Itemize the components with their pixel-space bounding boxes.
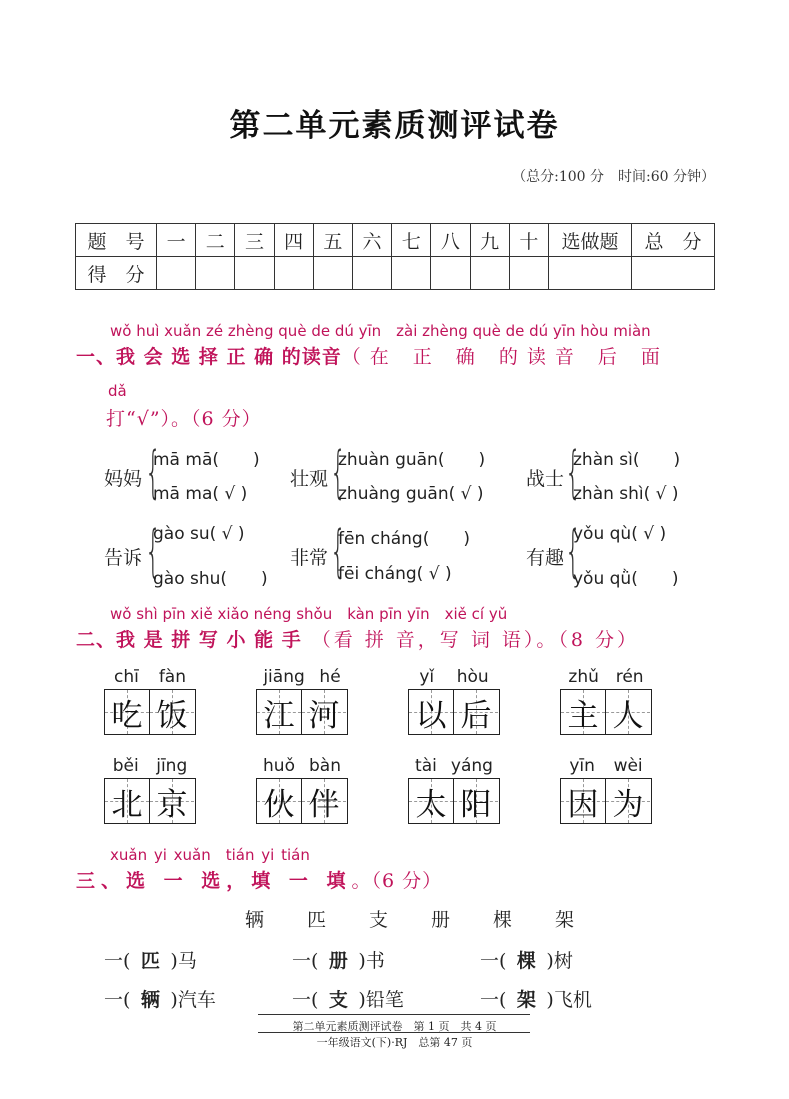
word-writing-group <box>560 756 652 824</box>
hanzi: 吃 <box>111 697 143 734</box>
syllable: jīng <box>156 756 188 776</box>
syllable: yáng <box>450 756 493 776</box>
tianzige-cell[interactable] <box>605 690 650 734</box>
score-input-cell[interactable] <box>157 257 196 290</box>
score-input-cell[interactable] <box>470 257 509 290</box>
fill-answer[interactable]: 辆 <box>140 989 160 1011</box>
word-pinyin <box>104 667 196 687</box>
fill-item <box>292 946 385 973</box>
option-1[interactable]: mā mā( ) <box>153 450 260 470</box>
fill-prefix: 一( <box>292 950 319 972</box>
fill-suffix: )书 <box>358 950 385 972</box>
tianzige-cell[interactable] <box>409 690 453 734</box>
syllable: zhǔ <box>568 667 599 687</box>
tianzige-box[interactable] <box>408 689 500 735</box>
brace-icon: { <box>330 519 347 584</box>
exam-meta: （总分:100 分 时间:60 分钟） <box>512 169 715 185</box>
tianzige-cell[interactable] <box>149 690 194 734</box>
fill-answer[interactable]: 支 <box>328 989 348 1011</box>
word-bank-item: 棵 <box>493 909 513 931</box>
hanzi: 北 <box>111 786 143 823</box>
footer-line-1: 第二单元素质测评试卷 第 1 页 共 4 页 <box>292 1020 497 1033</box>
table-cell: 八 <box>431 224 470 257</box>
brace-icon: { <box>330 440 347 505</box>
tianzige-cell[interactable] <box>301 690 346 734</box>
option-1[interactable]: yǒu qù( √ ) <box>573 524 667 544</box>
table-cell: 九 <box>470 224 509 257</box>
fill-item <box>480 946 573 973</box>
section3-heading-main: 三、选 一 选，填 一 填 <box>76 870 352 892</box>
hanzi: 阳 <box>460 786 492 823</box>
table-cell: 七 <box>392 224 431 257</box>
section1-pinyin: wǒ huì xuǎn zé zhèng què de dú yīn zài zhèng què de dú yīn hòu miàn <box>110 322 651 340</box>
table-cell: 三 <box>235 224 274 257</box>
section1-heading-cont: 打“√”）。（6 分） <box>106 408 262 430</box>
word-pinyin <box>256 667 348 687</box>
option-2[interactable]: gào shu( ) <box>153 569 268 589</box>
score-input-cell[interactable] <box>313 257 352 290</box>
word-label: 告诉 <box>104 547 143 569</box>
hanzi: 人 <box>612 697 644 734</box>
tianzige-box[interactable] <box>104 689 196 735</box>
option-2[interactable]: mā ma( √ ) <box>153 484 248 504</box>
word-bank-item: 册 <box>431 909 451 931</box>
word-label: 有趣 <box>526 547 565 569</box>
word-pinyin <box>104 756 196 776</box>
syllable: běi <box>112 756 139 776</box>
syllable: jiāng <box>263 667 305 687</box>
syllable: tài <box>415 756 437 776</box>
score-input-cell[interactable] <box>235 257 274 290</box>
footer-line-2: 一年级语文(下)·RJ 总第 47 页 <box>316 1036 473 1049</box>
footer-divider <box>258 1014 530 1015</box>
word-writing-group <box>256 667 348 735</box>
tianzige-box[interactable] <box>256 778 348 824</box>
option-2[interactable]: fēi cháng( √ ) <box>338 564 452 584</box>
section2-heading-main: 二、我 是 拼 写 小 能 手 <box>76 629 302 651</box>
word-pinyin <box>560 667 652 687</box>
fill-prefix: 一( <box>104 950 131 972</box>
option-2[interactable]: zhuàng guān( √ ) <box>338 484 484 504</box>
word-bank-item: 支 <box>369 909 389 931</box>
fill-answer[interactable]: 棵 <box>516 950 536 972</box>
tianzige-box[interactable] <box>408 778 500 824</box>
brace-icon: { <box>145 519 162 584</box>
fill-suffix: )飞机 <box>546 989 592 1011</box>
hanzi: 因 <box>567 786 599 823</box>
score-table-header-row <box>76 224 715 257</box>
syllable: rén <box>615 667 644 687</box>
section3-heading-score: 。（6 分） <box>351 870 443 892</box>
score-input-cell[interactable] <box>392 257 431 290</box>
section1-pinyin-2: dǎ <box>108 382 127 400</box>
hanzi: 太 <box>415 786 447 823</box>
fill-prefix: 一( <box>104 989 131 1011</box>
tianzige-box[interactable] <box>560 689 652 735</box>
word-pinyin <box>256 756 348 776</box>
syllable: wèi <box>613 756 643 776</box>
brace-icon: { <box>565 440 582 505</box>
word-writing-group <box>256 756 348 824</box>
section3-pinyin: xuǎn yi xuǎn tián yi tián <box>110 846 310 864</box>
option-2[interactable]: zhàn shì( √ ) <box>573 484 679 504</box>
score-table-score-row <box>76 257 715 290</box>
table-cell: 总 分 <box>632 224 715 257</box>
table-cell: 十 <box>509 224 548 257</box>
tianzige-cell[interactable] <box>257 779 301 823</box>
tianzige-cell[interactable] <box>453 690 498 734</box>
hanzi: 伴 <box>308 786 340 823</box>
word-label: 妈妈 <box>104 468 143 490</box>
hanzi: 江 <box>263 697 295 734</box>
section1-heading-main: 一、我 会 选 择 正 确 的读音 <box>76 346 342 368</box>
fill-prefix: 一( <box>480 950 507 972</box>
section2-heading <box>76 625 639 652</box>
table-cell: 二 <box>196 224 235 257</box>
tianzige-cell[interactable] <box>105 779 149 823</box>
hanzi: 饭 <box>156 697 188 734</box>
fill-prefix: 一( <box>480 989 507 1011</box>
tianzige-box[interactable] <box>560 778 652 824</box>
word-bank-item: 辆 <box>245 909 265 931</box>
table-cell: 五 <box>313 224 352 257</box>
tianzige-cell[interactable] <box>409 779 453 823</box>
fill-prefix: 一( <box>292 989 319 1011</box>
hanzi: 以 <box>415 697 447 734</box>
score-input-cell[interactable] <box>274 257 313 290</box>
syllable: huǒ <box>263 756 295 776</box>
word-bank-item: 架 <box>555 909 575 931</box>
fill-suffix: )马 <box>170 950 197 972</box>
table-cell: 一 <box>157 224 196 257</box>
syllable: yǐ <box>419 667 435 687</box>
word-pinyin <box>560 756 652 776</box>
tianzige-box[interactable] <box>104 778 196 824</box>
score-input-cell[interactable] <box>509 257 548 290</box>
syllable: chī <box>113 667 139 687</box>
word-bank-item: 匹 <box>307 909 327 931</box>
fill-suffix: )树 <box>546 950 573 972</box>
syllable: bàn <box>309 756 341 776</box>
score-input-cell[interactable] <box>196 257 235 290</box>
tianzige-cell[interactable] <box>561 779 605 823</box>
page-title: 第二单元素质测评试卷 <box>229 108 560 144</box>
syllable: yīn <box>569 756 595 776</box>
score-input-cell[interactable] <box>352 257 391 290</box>
section2-pinyin: wǒ shì pīn xiě xiǎo néng shǒu kàn pīn yīn xiě cí yǔ <box>110 605 508 623</box>
option-1[interactable]: zhàn sì( ) <box>573 450 681 470</box>
hanzi: 后 <box>460 697 492 734</box>
option-2[interactable]: yǒu qǜ( ) <box>573 569 679 589</box>
fill-answer[interactable]: 架 <box>516 989 536 1011</box>
fill-item <box>292 985 404 1012</box>
hanzi: 京 <box>156 786 188 823</box>
option-1[interactable]: gào su( √ ) <box>153 524 245 544</box>
score-input-cell[interactable] <box>549 257 632 290</box>
tianzige-cell[interactable] <box>257 690 301 734</box>
word-writing-group <box>104 756 196 824</box>
option-1[interactable]: zhuàn guān( ) <box>338 450 486 470</box>
table-cell: 四 <box>274 224 313 257</box>
footer-divider <box>258 1032 530 1033</box>
tianzige-cell[interactable] <box>149 779 194 823</box>
brace-icon: { <box>565 519 582 584</box>
word-writing-group <box>560 667 652 735</box>
tianzige-cell[interactable] <box>561 690 605 734</box>
score-input-cell[interactable] <box>431 257 470 290</box>
tianzige-cell[interactable] <box>301 779 346 823</box>
hanzi: 伙 <box>263 786 295 823</box>
word-bank <box>245 905 617 932</box>
section1-heading <box>76 342 669 369</box>
word-writing-group <box>408 756 500 824</box>
option-1[interactable]: fēn cháng( ) <box>338 529 470 549</box>
tianzige-cell[interactable] <box>453 779 498 823</box>
word-pinyin <box>408 756 500 776</box>
tianzige-cell[interactable] <box>605 779 650 823</box>
tianzige-box[interactable] <box>256 689 348 735</box>
fill-item <box>104 946 197 973</box>
fill-suffix: )铅笔 <box>358 989 404 1011</box>
fill-suffix: )汽车 <box>170 989 216 1011</box>
table-cell: 得 分 <box>76 257 157 290</box>
hanzi: 为 <box>612 786 644 823</box>
hanzi: 主 <box>567 697 599 734</box>
syllable: hòu <box>456 667 489 687</box>
score-table <box>75 223 715 290</box>
table-cell: 六 <box>352 224 391 257</box>
table-cell: 选做题 <box>549 224 632 257</box>
section1-heading-instruction: （在 正 确 的读音 后 面 <box>341 346 669 368</box>
table-cell: 题 号 <box>76 224 157 257</box>
tianzige-cell[interactable] <box>105 690 149 734</box>
hanzi: 河 <box>308 697 340 734</box>
word-writing-group <box>408 667 500 735</box>
fill-answer[interactable]: 册 <box>328 950 348 972</box>
fill-item <box>480 985 592 1012</box>
word-label: 战士 <box>526 468 565 490</box>
fill-item <box>104 985 216 1012</box>
word-label: 壮观 <box>290 468 329 490</box>
word-label: 非常 <box>290 547 329 569</box>
syllable: fàn <box>158 667 186 687</box>
section3-heading <box>76 866 442 893</box>
word-pinyin <box>408 667 500 687</box>
word-writing-group <box>104 667 196 735</box>
section2-heading-instruction: （看 拼 音，写 词 语）。（8 分） <box>311 629 639 651</box>
syllable: hé <box>319 667 341 687</box>
brace-icon: { <box>145 440 162 505</box>
score-input-cell[interactable] <box>632 257 715 290</box>
fill-answer[interactable]: 匹 <box>140 950 160 972</box>
